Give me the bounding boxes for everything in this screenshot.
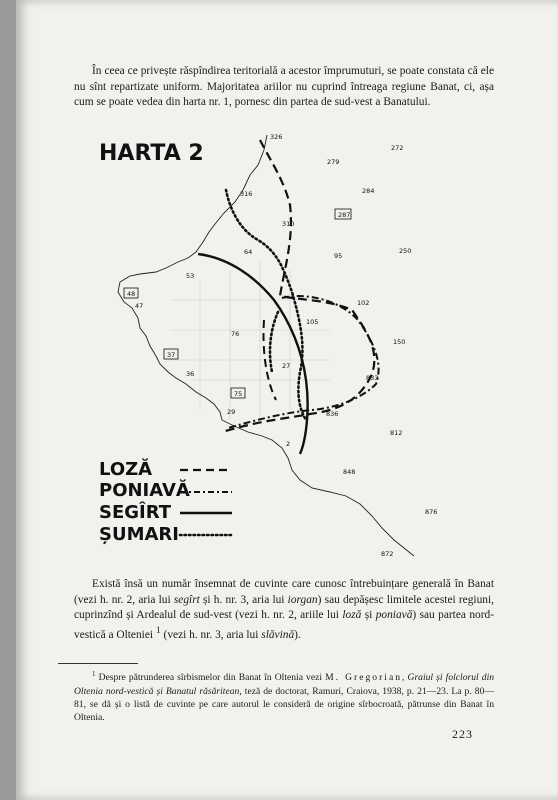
- text-run: ) sau depășesc limitele acestei regiuni, cuprinzînd și Ardealul de sud-vest (vezi h. nr. 2, ariile lui: [74, 593, 494, 622]
- point-label: 29: [227, 408, 236, 416]
- page-number: 223: [452, 727, 473, 741]
- text-run: Există însă un număr însemnat de cuvinte care cunosc întrebuințare generală în Banat (vezi h. nr. 2, aria lui: [74, 578, 494, 606]
- point-label: 53: [186, 272, 195, 280]
- top-paragraph: În ceea ce privește răspîndirea teritorială a acestor împrumuturi, se poate constata că ele nu sînt repartizate uniform. Majoritatea ariilor nu cuprind întreaga regiune Banat, ci, așa cum se poate vedea din harta nr. 1, pornesc din partea de sud-vest a Banatului.: [74, 65, 494, 109]
- footnote-title: Graiul și folclorul din Oltenia nord-vestică și Banatul răsăritean: [74, 672, 495, 697]
- point-label: 47: [135, 302, 144, 310]
- point-label: 75: [234, 390, 243, 398]
- italic-term: slăvină: [261, 628, 295, 641]
- legend-word-sumari: ȘUMARI: [99, 524, 179, 545]
- text-run: (vezi h. nr. 3, aria lui: [160, 628, 262, 641]
- text-run: Despre pătrunderea sîrbismelor din Banat în Oltenia vezi: [95, 672, 326, 684]
- italic-term: segîrt: [173, 593, 200, 606]
- point-label: 836: [326, 410, 339, 418]
- label-boxes: [124, 209, 351, 398]
- legend-word-poniava: PONIAVĂ: [99, 480, 190, 501]
- point-label: 95: [334, 252, 343, 260]
- point-label: 48: [127, 290, 136, 298]
- point-label: 284: [362, 187, 375, 195]
- point-label: 287: [338, 211, 351, 219]
- text-run: ) sau partea nord-vestică a Olteniei: [74, 609, 494, 641]
- point-label: 105: [306, 318, 319, 326]
- point-label: 250: [399, 247, 412, 255]
- footnote: [74, 668, 494, 725]
- point-label: 102: [357, 299, 370, 307]
- point-label: 876: [425, 508, 438, 516]
- point-label: 37: [167, 351, 176, 359]
- footnote-number: 1: [92, 670, 96, 678]
- point-label: 833: [366, 374, 379, 382]
- point-label: 76: [231, 330, 240, 338]
- map-legend: [99, 458, 232, 545]
- text-run: ,: [402, 672, 408, 684]
- point-label: 36: [186, 370, 195, 378]
- text-run: ).: [294, 628, 301, 641]
- italic-term: loză: [342, 609, 362, 622]
- background-grid: [170, 260, 330, 420]
- point-label: 848: [343, 468, 356, 476]
- italic-term: poniavă: [375, 609, 413, 622]
- footnote-author: M. Gregorian: [325, 672, 403, 684]
- point-label: 279: [327, 158, 340, 166]
- bottom-paragraph: [74, 577, 494, 643]
- point-label: 150: [393, 338, 406, 346]
- footnote-rule: [58, 663, 138, 664]
- text-run: , teză de doctorat, Ramuri, Craiova, 1938, p. 21—23. La p. 80—81, se dă și o listă de cuvinte pe care autorul le consideră de origine sîrbocroată, pătrunse din Banat în Oltenia.: [74, 685, 494, 724]
- point-label: 310: [282, 220, 295, 228]
- legend-word-segirt: SEGÎRT: [99, 502, 172, 523]
- text-run: și h. nr. 3, aria lui: [199, 593, 288, 606]
- point-label: 64: [244, 248, 253, 256]
- point-label: 326: [270, 133, 283, 141]
- point-label: 2: [286, 440, 291, 448]
- point-label: 812: [390, 429, 403, 437]
- legend-word-loza: LOZĂ: [99, 459, 153, 480]
- point-label: 872: [381, 550, 394, 558]
- map-title: HARTA 2: [99, 141, 204, 166]
- point-label: 316: [240, 190, 253, 198]
- point-label: 27: [282, 362, 291, 370]
- point-label: 272: [391, 144, 404, 152]
- text-run: și: [361, 609, 376, 622]
- footnote-ref: 1: [155, 625, 161, 636]
- italic-term: iorgan: [287, 593, 318, 606]
